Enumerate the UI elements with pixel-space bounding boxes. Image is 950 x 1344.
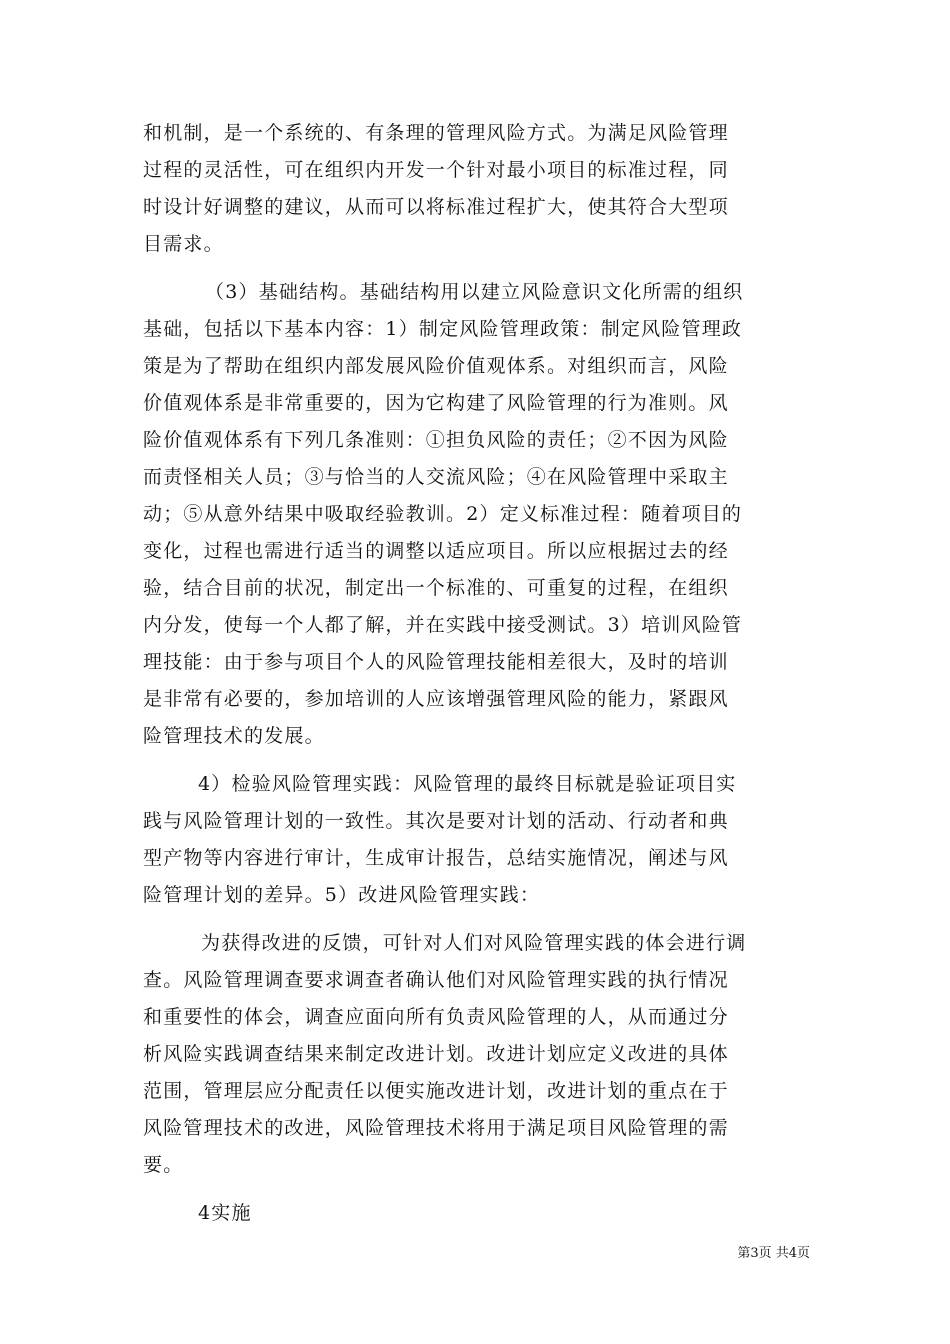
paragraph-1 (143, 115, 808, 263)
text-line: 目需求。 (143, 233, 224, 255)
paragraph-spacer (143, 1184, 808, 1195)
text-line: 策是为了帮助在组织内部发展风险价值观体系。对组织而言，风险 (143, 355, 729, 377)
text-line: 价值观体系是非常重要的，因为它构建了风险管理的行为准则。风 (143, 392, 729, 414)
text-line: 是非常有必要的，参加培训的人应该增强管理风险的能力，紧跟风 (143, 688, 729, 710)
document-body (143, 115, 808, 1232)
text-line: 和重要性的体会，调查应面向所有负责风险管理的人，从而通过分 (143, 1006, 729, 1028)
text-line: 险管理技术的发展。 (143, 725, 325, 747)
text-line: 动；⑤从意外结果中吸取经验教训。2）定义标准过程：随着项目的 (143, 503, 743, 525)
text-line: 为获得改进的反馈，可针对人们对风险管理实践的体会进行调 (201, 932, 747, 954)
text-line: 风险管理技术的改进，风险管理技术将用于满足项目风险管理的需 (143, 1117, 729, 1139)
text-line: 验，结合目前的状况，制定出一个标准的、可重复的过程，在组织 (143, 577, 729, 599)
text-line: 变化，过程也需进行适当的调整以适应项目。所以应根据过去的经 (143, 540, 729, 562)
text-line: 查。风险管理调查要求调查者确认他们对风险管理实践的执行情况 (143, 969, 729, 991)
text-line: 险价值观体系有下列几条准则：①担负风险的责任；②不因为风险 (143, 429, 729, 451)
paragraph-2 (143, 274, 808, 755)
text-line: 过程的灵活性，可在组织内开发一个针对最小项目的标准过程，同 (143, 159, 729, 181)
text-line: 理技能：由于参与项目个人的风险管理技能相差很大，及时的培训 (143, 651, 729, 673)
text-line: 型产物等内容进行审计，生成审计报告，总结实施情况，阐述与风 (143, 847, 729, 869)
paragraph-3 (143, 766, 808, 914)
page-number: 第3页 共4页 (737, 1246, 810, 1261)
paragraph-spacer (143, 755, 808, 766)
text-line: （3）基础结构。基础结构用以建立风险意识文化所需的组织 (205, 281, 744, 303)
text-line: 要。 (143, 1154, 184, 1176)
paragraph-spacer (143, 914, 808, 925)
text-line: 4）检验风险管理实践：风险管理的最终目标就是验证项目实 (198, 773, 737, 795)
text-line: 时设计好调整的建议，从而可以将标准过程扩大，使其符合大型项 (143, 196, 729, 218)
paragraph-4 (143, 925, 808, 1184)
text-line: 践与风险管理计划的一致性。其次是要对计划的活动、行动者和典 (143, 810, 729, 832)
heading-text: 4实施 (198, 1202, 252, 1224)
text-line: 范围，管理层应分配责任以便实施改进计划，改进计划的重点在于 (143, 1080, 729, 1102)
text-line: 险管理计划的差异。5）改进风险管理实践： (143, 884, 541, 906)
text-line: 和机制，是一个系统的、有条理的管理风险方式。为满足风险管理 (143, 122, 729, 144)
text-line: 析风险实践调查结果来制定改进计划。改进计划应定义改进的具体 (143, 1043, 729, 1065)
section-heading (143, 1195, 808, 1232)
text-line: 内分发，使每一个人都了解，并在实践中接受测试。3）培训风险管 (143, 614, 743, 636)
text-line: 而责怪相关人员；③与恰当的人交流风险；④在风险管理中采取主 (143, 466, 729, 488)
paragraph-spacer (143, 263, 808, 274)
text-line: 基础，包括以下基本内容：1）制定风险管理政策：制定风险管理政 (143, 318, 743, 340)
